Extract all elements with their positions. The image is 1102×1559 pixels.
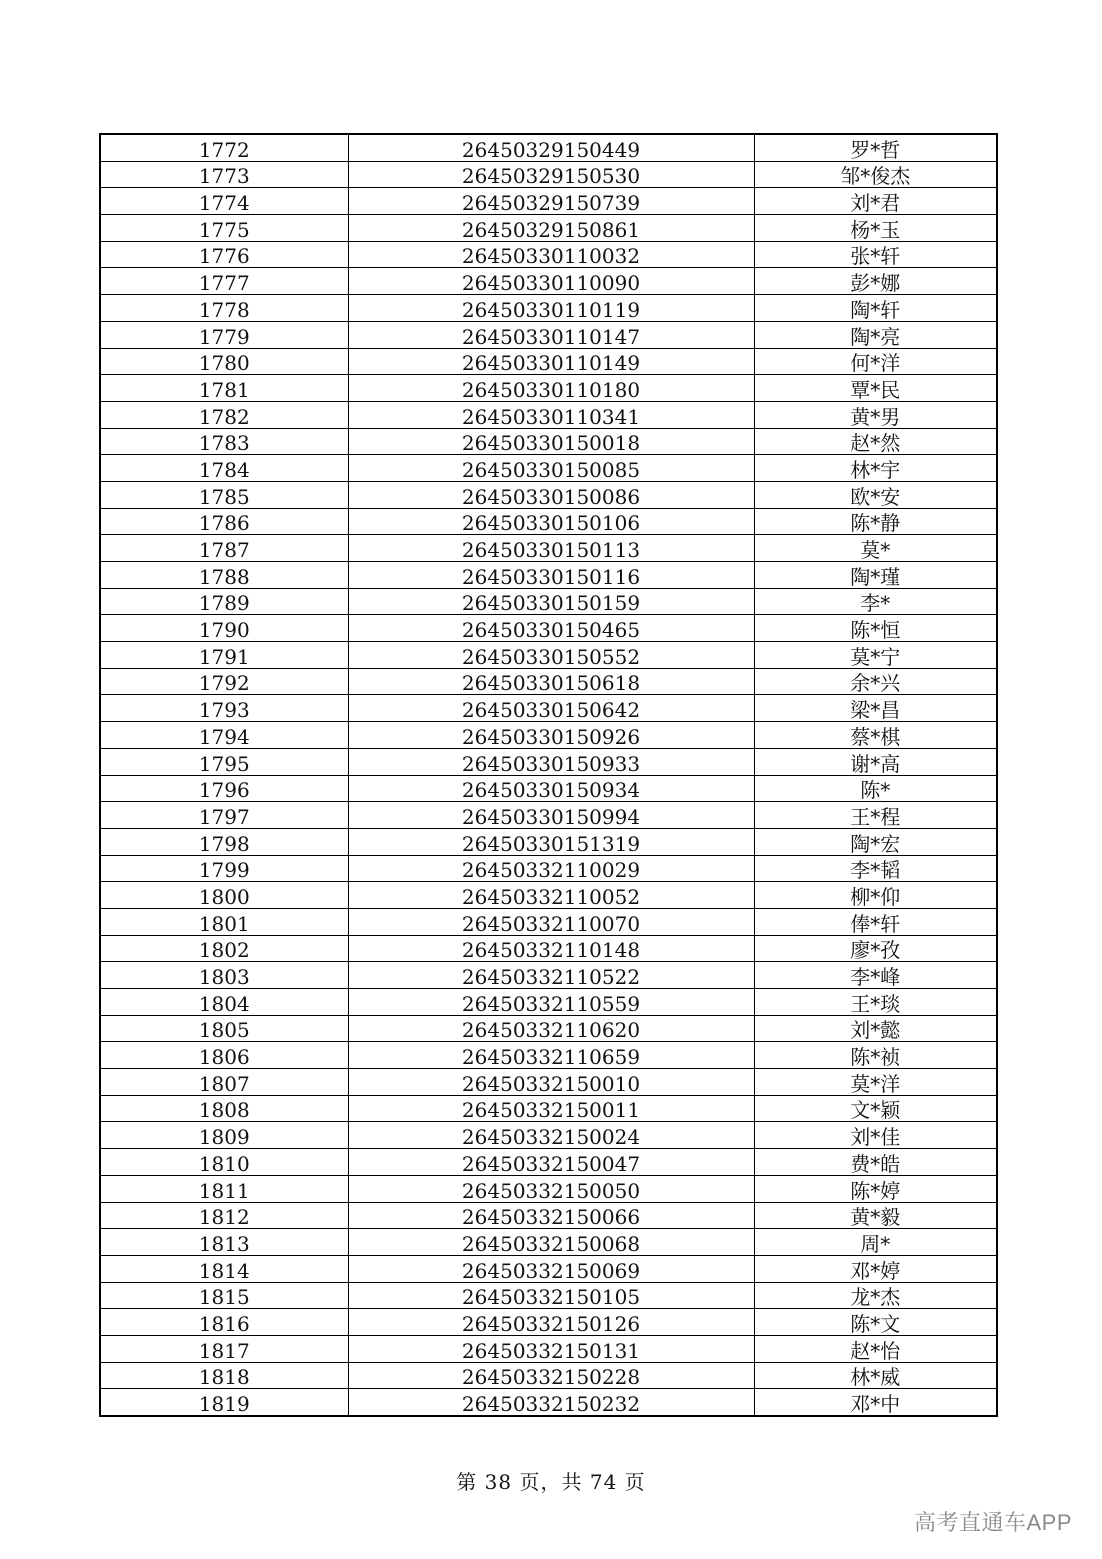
serial-number-cell: 1807 (100, 1069, 348, 1096)
serial-number-cell: 1791 (100, 642, 348, 669)
candidate-name-cell: 柳*仰 (754, 882, 997, 909)
candidate-id-cell: 26450332110522 (348, 962, 754, 989)
candidate-name-cell: 陈*恒 (754, 615, 997, 642)
candidate-id-cell: 26450329150861 (348, 215, 754, 242)
table-row (100, 535, 997, 562)
candidate-name-cell: 刘*君 (754, 188, 997, 215)
serial-number-cell: 1797 (100, 802, 348, 829)
candidate-id-cell: 26450330150465 (348, 615, 754, 642)
candidate-id-cell: 26450332150024 (348, 1122, 754, 1149)
serial-number-cell: 1782 (100, 401, 348, 428)
serial-number-cell: 1788 (100, 562, 348, 589)
candidate-name-cell: 罗*哲 (754, 134, 997, 161)
table-row (100, 295, 997, 322)
candidate-name-cell: 张*轩 (754, 241, 997, 268)
table-row (100, 855, 997, 882)
table-row (100, 748, 997, 775)
table-row (100, 989, 997, 1016)
serial-number-cell: 1810 (100, 1149, 348, 1176)
candidate-name-cell: 王*程 (754, 802, 997, 829)
candidate-name-cell: 莫*宁 (754, 642, 997, 669)
candidate-name-cell: 李*韬 (754, 855, 997, 882)
candidate-name-cell: 陈*婷 (754, 1175, 997, 1202)
candidate-id-cell: 26450330150018 (348, 428, 754, 455)
serial-number-cell: 1799 (100, 855, 348, 882)
table-row (100, 802, 997, 829)
table-row (100, 1202, 997, 1229)
table-row (100, 1042, 997, 1069)
serial-number-cell: 1790 (100, 615, 348, 642)
candidate-id-cell: 26450332110620 (348, 1015, 754, 1042)
serial-number-cell: 1808 (100, 1095, 348, 1122)
serial-number-cell: 1801 (100, 908, 348, 935)
admission-list-table (99, 133, 998, 1417)
candidate-id-cell: 26450332110052 (348, 882, 754, 909)
serial-number-cell: 1796 (100, 775, 348, 802)
table-row (100, 321, 997, 348)
candidate-id-cell: 26450330151319 (348, 828, 754, 855)
candidate-id-cell: 26450330150618 (348, 668, 754, 695)
watermark-text: 高考直通车APP (913, 1510, 1072, 1535)
serial-number-cell: 1798 (100, 828, 348, 855)
table-row (100, 882, 997, 909)
table-row (100, 134, 997, 161)
candidate-name-cell: 谢*高 (754, 748, 997, 775)
table-body (100, 134, 997, 1416)
serial-number-cell: 1804 (100, 989, 348, 1016)
candidate-id-cell: 26450329150449 (348, 134, 754, 161)
candidate-id-cell: 26450330150552 (348, 642, 754, 669)
table-row (100, 348, 997, 375)
candidate-name-cell: 陶*宏 (754, 828, 997, 855)
candidate-id-cell: 26450332110148 (348, 935, 754, 962)
candidate-id-cell: 26450330150116 (348, 562, 754, 589)
candidate-id-cell: 26450332150050 (348, 1175, 754, 1202)
table-row (100, 775, 997, 802)
page-number-text: 第 38 页，共 74 页 (456, 1470, 646, 1494)
table-row (100, 268, 997, 295)
candidate-name-cell: 黄*男 (754, 401, 997, 428)
serial-number-cell: 1774 (100, 188, 348, 215)
candidate-name-cell: 莫*洋 (754, 1069, 997, 1096)
table-row (100, 481, 997, 508)
serial-number-cell: 1794 (100, 722, 348, 749)
table-row (100, 828, 997, 855)
candidate-name-cell: 周* (754, 1229, 997, 1256)
candidate-id-cell: 26450332110070 (348, 908, 754, 935)
table-row (100, 1282, 997, 1309)
candidate-name-cell: 何*洋 (754, 348, 997, 375)
candidate-name-cell: 林*宇 (754, 455, 997, 482)
table-row (100, 695, 997, 722)
candidate-id-cell: 26450332110559 (348, 989, 754, 1016)
candidate-id-cell: 26450330150159 (348, 588, 754, 615)
app-watermark (914, 1506, 1072, 1537)
candidate-name-cell: 俸*轩 (754, 908, 997, 935)
table-row (100, 1335, 997, 1362)
candidate-name-cell: 陶*亮 (754, 321, 997, 348)
serial-number-cell: 1805 (100, 1015, 348, 1042)
table-row (100, 962, 997, 989)
candidate-id-cell: 26450332150131 (348, 1335, 754, 1362)
candidate-name-cell: 赵*怡 (754, 1335, 997, 1362)
candidate-id-cell: 26450330110090 (348, 268, 754, 295)
candidate-name-cell: 陈*文 (754, 1309, 997, 1336)
candidate-id-cell: 26450330110149 (348, 348, 754, 375)
table-row (100, 908, 997, 935)
serial-number-cell: 1815 (100, 1282, 348, 1309)
candidate-name-cell: 李*峰 (754, 962, 997, 989)
serial-number-cell: 1786 (100, 508, 348, 535)
candidate-id-cell: 26450332150010 (348, 1069, 754, 1096)
candidate-name-cell: 陈*静 (754, 508, 997, 535)
candidate-id-cell: 26450329150739 (348, 188, 754, 215)
candidate-name-cell: 林*威 (754, 1362, 997, 1389)
table-row (100, 615, 997, 642)
candidate-name-cell: 陶*轩 (754, 295, 997, 322)
serial-number-cell: 1816 (100, 1309, 348, 1336)
candidate-name-cell: 廖*孜 (754, 935, 997, 962)
candidate-id-cell: 26450332110029 (348, 855, 754, 882)
candidate-name-cell: 覃*民 (754, 375, 997, 402)
serial-number-cell: 1784 (100, 455, 348, 482)
candidate-id-cell: 26450332150069 (348, 1255, 754, 1282)
serial-number-cell: 1773 (100, 161, 348, 188)
serial-number-cell: 1789 (100, 588, 348, 615)
page-number-footer (0, 1466, 1102, 1495)
candidate-name-cell: 邹*俊杰 (754, 161, 997, 188)
candidate-name-cell: 彭*娜 (754, 268, 997, 295)
serial-number-cell: 1792 (100, 668, 348, 695)
candidate-name-cell: 邓*婷 (754, 1255, 997, 1282)
serial-number-cell: 1787 (100, 535, 348, 562)
candidate-id-cell: 26450332150011 (348, 1095, 754, 1122)
serial-number-cell: 1803 (100, 962, 348, 989)
candidate-id-cell: 26450330110341 (348, 401, 754, 428)
table-row (100, 375, 997, 402)
candidate-name-cell: 刘*懿 (754, 1015, 997, 1042)
candidate-name-cell: 莫* (754, 535, 997, 562)
candidate-id-cell: 26450330150934 (348, 775, 754, 802)
candidate-id-cell: 26450332110659 (348, 1042, 754, 1069)
candidate-name-cell: 王*琰 (754, 989, 997, 1016)
candidate-id-cell: 26450330150113 (348, 535, 754, 562)
candidate-id-cell: 26450332150047 (348, 1149, 754, 1176)
candidate-id-cell: 26450332150232 (348, 1389, 754, 1416)
table-row (100, 161, 997, 188)
candidate-id-cell: 26450330110119 (348, 295, 754, 322)
candidate-id-cell: 26450332150228 (348, 1362, 754, 1389)
serial-number-cell: 1812 (100, 1202, 348, 1229)
serial-number-cell: 1802 (100, 935, 348, 962)
table-row (100, 1309, 997, 1336)
serial-number-cell: 1779 (100, 321, 348, 348)
table-row (100, 935, 997, 962)
serial-number-cell: 1806 (100, 1042, 348, 1069)
candidate-name-cell: 李* (754, 588, 997, 615)
candidate-id-cell: 26450330150086 (348, 481, 754, 508)
table-row (100, 401, 997, 428)
candidate-id-cell: 26450332150105 (348, 1282, 754, 1309)
candidate-name-cell: 陈* (754, 775, 997, 802)
candidate-id-cell: 26450330110032 (348, 241, 754, 268)
serial-number-cell: 1809 (100, 1122, 348, 1149)
serial-number-cell: 1775 (100, 215, 348, 242)
table-row (100, 428, 997, 455)
candidate-name-cell: 陶*瑾 (754, 562, 997, 589)
table-row (100, 642, 997, 669)
candidate-id-cell: 26450329150530 (348, 161, 754, 188)
table-row (100, 188, 997, 215)
candidate-id-cell: 26450330150926 (348, 722, 754, 749)
serial-number-cell: 1800 (100, 882, 348, 909)
serial-number-cell: 1818 (100, 1362, 348, 1389)
candidate-name-cell: 龙*杰 (754, 1282, 997, 1309)
serial-number-cell: 1793 (100, 695, 348, 722)
candidate-id-cell: 26450330110147 (348, 321, 754, 348)
candidate-name-cell: 蔡*棋 (754, 722, 997, 749)
table-row (100, 1015, 997, 1042)
candidate-name-cell: 梁*昌 (754, 695, 997, 722)
candidate-id-cell: 26450330150085 (348, 455, 754, 482)
serial-number-cell: 1772 (100, 134, 348, 161)
table-row (100, 1389, 997, 1416)
serial-number-cell: 1814 (100, 1255, 348, 1282)
candidate-name-cell: 邓*中 (754, 1389, 997, 1416)
table-row (100, 1069, 997, 1096)
serial-number-cell: 1776 (100, 241, 348, 268)
table-row (100, 562, 997, 589)
table-row (100, 588, 997, 615)
serial-number-cell: 1783 (100, 428, 348, 455)
candidate-id-cell: 26450330150642 (348, 695, 754, 722)
serial-number-cell: 1795 (100, 748, 348, 775)
table-row (100, 1255, 997, 1282)
candidate-name-cell: 刘*佳 (754, 1122, 997, 1149)
serial-number-cell: 1785 (100, 481, 348, 508)
table-row (100, 215, 997, 242)
serial-number-cell: 1778 (100, 295, 348, 322)
serial-number-cell: 1813 (100, 1229, 348, 1256)
table-row (100, 508, 997, 535)
candidate-name-cell: 欧*安 (754, 481, 997, 508)
candidate-name-cell: 陈*祯 (754, 1042, 997, 1069)
candidate-id-cell: 26450332150068 (348, 1229, 754, 1256)
table-row (100, 455, 997, 482)
table-row (100, 1095, 997, 1122)
table-row (100, 1229, 997, 1256)
serial-number-cell: 1780 (100, 348, 348, 375)
candidate-id-cell: 26450332150066 (348, 1202, 754, 1229)
serial-number-cell: 1777 (100, 268, 348, 295)
candidate-id-cell: 26450330110180 (348, 375, 754, 402)
table-row (100, 1149, 997, 1176)
candidate-name-cell: 赵*然 (754, 428, 997, 455)
candidate-id-cell: 26450332150126 (348, 1309, 754, 1336)
serial-number-cell: 1781 (100, 375, 348, 402)
table-row (100, 1122, 997, 1149)
candidate-name-cell: 费*皓 (754, 1149, 997, 1176)
candidate-id-cell: 26450330150933 (348, 748, 754, 775)
candidate-name-cell: 余*兴 (754, 668, 997, 695)
table-row (100, 241, 997, 268)
serial-number-cell: 1819 (100, 1389, 348, 1416)
serial-number-cell: 1811 (100, 1175, 348, 1202)
table-row (100, 1362, 997, 1389)
candidate-name-cell: 文*颖 (754, 1095, 997, 1122)
table-row (100, 668, 997, 695)
candidate-id-cell: 26450330150106 (348, 508, 754, 535)
serial-number-cell: 1817 (100, 1335, 348, 1362)
table-row (100, 1175, 997, 1202)
candidate-name-cell: 黄*毅 (754, 1202, 997, 1229)
candidate-name-cell: 杨*玉 (754, 215, 997, 242)
table-row (100, 722, 997, 749)
candidate-id-cell: 26450330150994 (348, 802, 754, 829)
